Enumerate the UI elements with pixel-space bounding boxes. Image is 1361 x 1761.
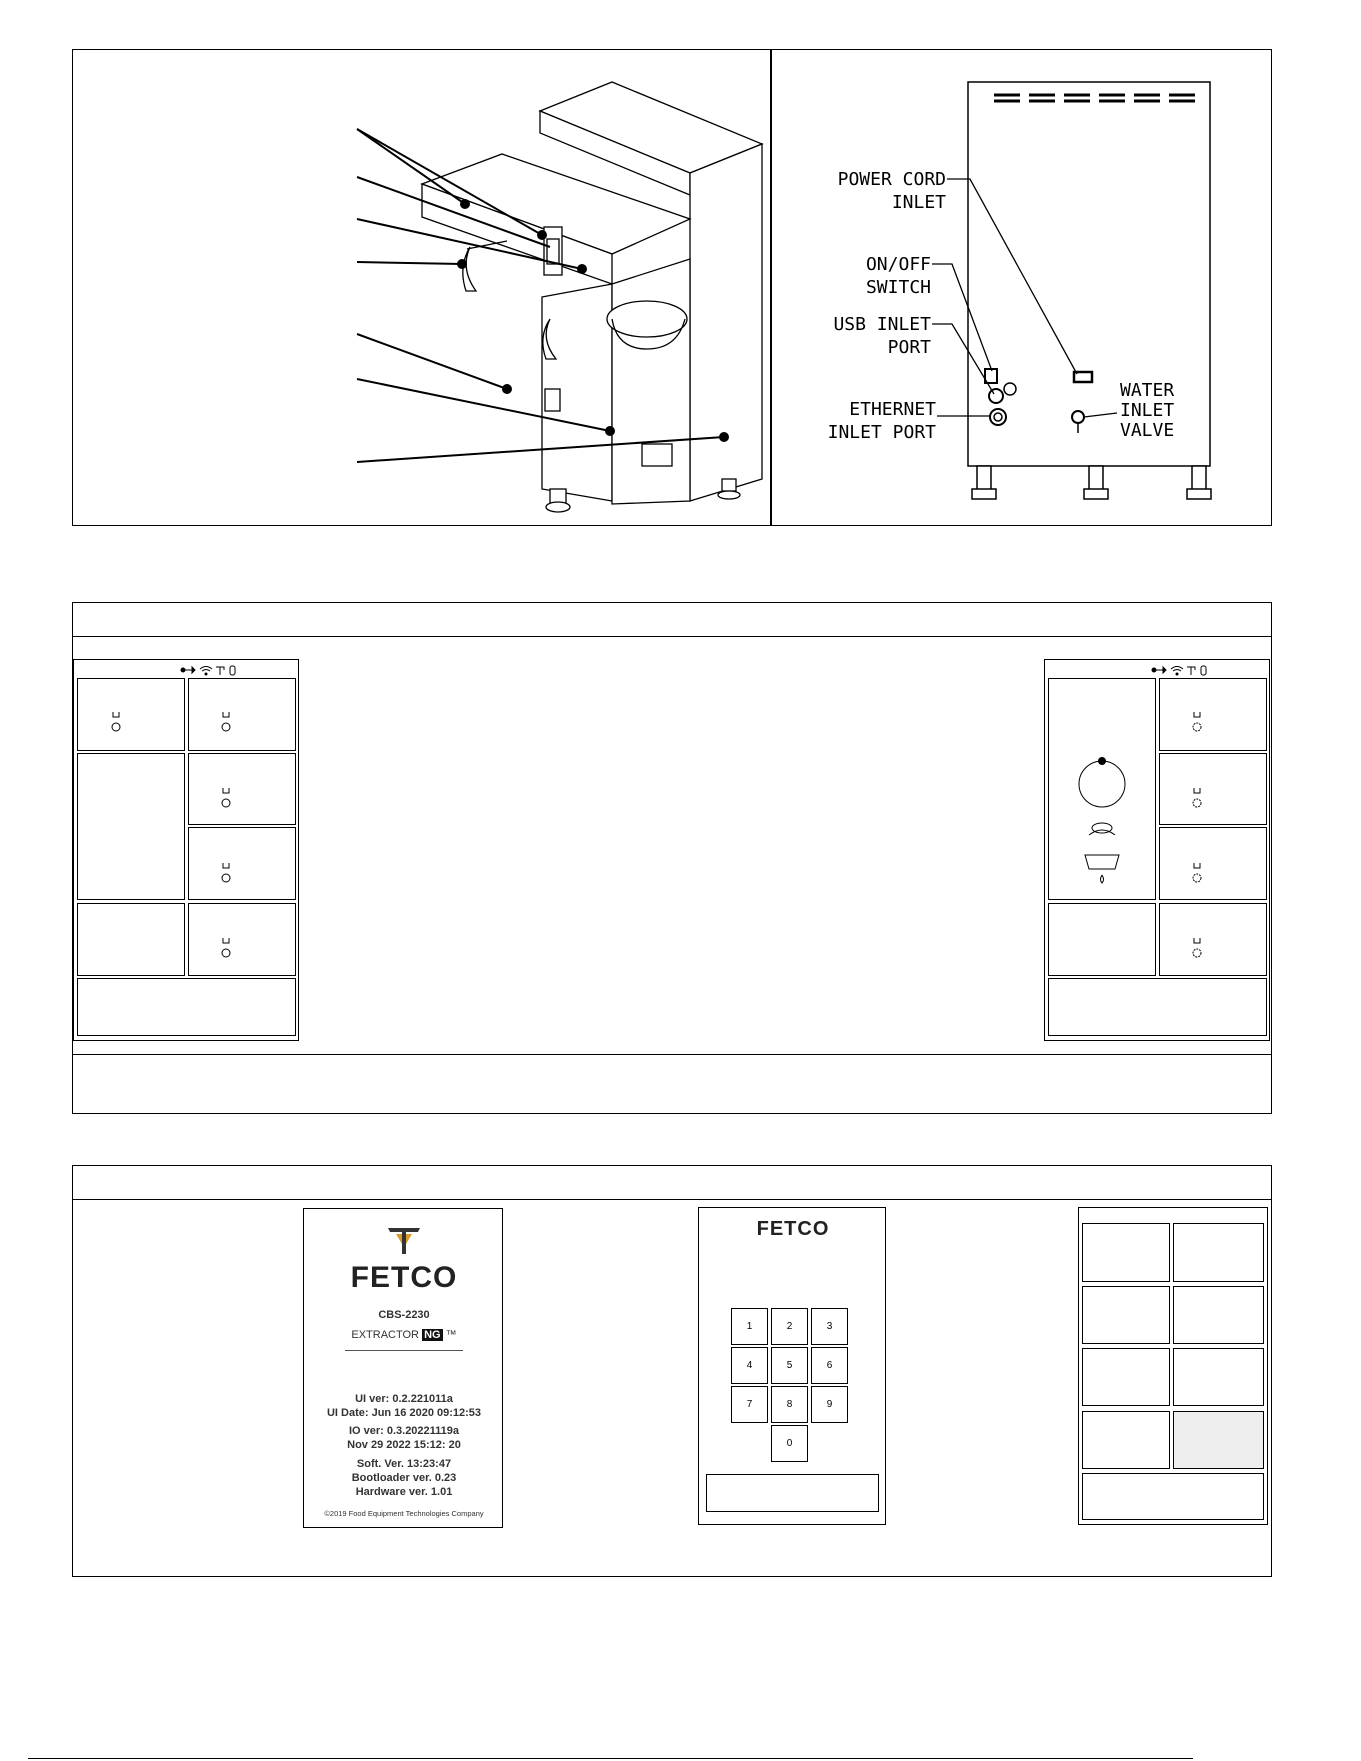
screen-right — [1044, 659, 1270, 1041]
onoff-label-2: SWITCH — [865, 277, 931, 298]
menu-button-1[interactable] — [1082, 1223, 1170, 1282]
brewer-isometric-drawing — [72, 49, 770, 526]
ethernet-label-2: INLET PORT — [827, 422, 936, 443]
menu-button-3[interactable] — [1082, 1286, 1170, 1344]
keypad-screen — [698, 1207, 886, 1525]
rear-view-drawing — [772, 49, 1272, 526]
menu-button-5[interactable] — [1082, 1348, 1170, 1406]
menu-bottom-bar[interactable] — [1082, 1473, 1264, 1520]
water-label-1: WATER — [1120, 380, 1175, 401]
menu-button-7[interactable] — [1082, 1411, 1170, 1469]
soft-version: Soft. Ver. 13:23:47 — [356, 1458, 452, 1470]
power-cord-label-1: POWER CORD — [837, 169, 946, 190]
key-8[interactable]: 8 — [771, 1386, 808, 1423]
water-label-3: VALVE — [1120, 420, 1175, 441]
product-prefix: EXTRACTOR — [351, 1329, 419, 1341]
ui-version: UI ver: 0.2.221011a — [355, 1393, 453, 1405]
io-version: IO ver: 0.3.20221119a — [348, 1425, 460, 1437]
keypad-entry-field[interactable] — [706, 1474, 879, 1512]
product-badge: NG — [424, 1329, 441, 1341]
middle-footer-divider — [72, 1054, 1272, 1055]
bootloader-version: Bootloader ver. 0.23 — [351, 1472, 457, 1484]
about-brand: FETCO — [350, 1261, 458, 1294]
fetco-logo-mark — [384, 1226, 424, 1256]
screen-left — [73, 659, 299, 1041]
key-9[interactable]: 9 — [811, 1386, 848, 1423]
menu-button-8-selected[interactable] — [1173, 1411, 1264, 1469]
ethernet-label-1: ETHERNET — [849, 399, 936, 420]
key-1[interactable]: 1 — [731, 1308, 768, 1345]
key-7[interactable]: 7 — [731, 1386, 768, 1423]
key-6[interactable]: 6 — [811, 1347, 848, 1384]
hardware-version: Hardware ver. 1.01 — [355, 1486, 453, 1498]
keypad-brand: FETCO — [756, 1218, 830, 1240]
middle-header-divider — [72, 636, 1272, 637]
onoff-label-1: ON/OFF — [865, 254, 931, 275]
bottom-header-divider — [72, 1199, 1272, 1200]
power-cord-label-2: INLET — [891, 192, 946, 213]
key-2[interactable]: 2 — [771, 1308, 808, 1345]
menu-button-2[interactable] — [1173, 1223, 1264, 1282]
about-copyright: ©2019 Food Equipment Technologies Company — [324, 1509, 484, 1518]
usb-label-1: USB INLET — [833, 314, 931, 335]
about-divider — [345, 1350, 463, 1351]
about-model: CBS-2230 — [378, 1309, 430, 1321]
page-footer-rule — [28, 1758, 1193, 1759]
usb-label-2: PORT — [887, 337, 931, 358]
product-suffix: ™ — [445, 1329, 457, 1341]
about-screen — [303, 1208, 503, 1528]
batch-timer-icons — [74, 660, 300, 1042]
menu-button-6[interactable] — [1173, 1348, 1264, 1406]
key-5[interactable]: 5 — [771, 1347, 808, 1384]
key-3[interactable]: 3 — [811, 1308, 848, 1345]
ui-date: UI Date: Jun 16 2020 09:12:53 — [326, 1407, 482, 1419]
water-label-2: INLET — [1120, 400, 1175, 421]
menu-screen — [1078, 1207, 1268, 1525]
io-date: Nov 29 2022 15:12: 20 — [347, 1439, 461, 1451]
menu-button-4[interactable] — [1173, 1286, 1264, 1344]
about-product — [304, 1329, 504, 1341]
progress-and-spray-icons — [1045, 660, 1271, 1042]
key-4[interactable]: 4 — [731, 1347, 768, 1384]
key-0[interactable]: 0 — [771, 1425, 808, 1462]
